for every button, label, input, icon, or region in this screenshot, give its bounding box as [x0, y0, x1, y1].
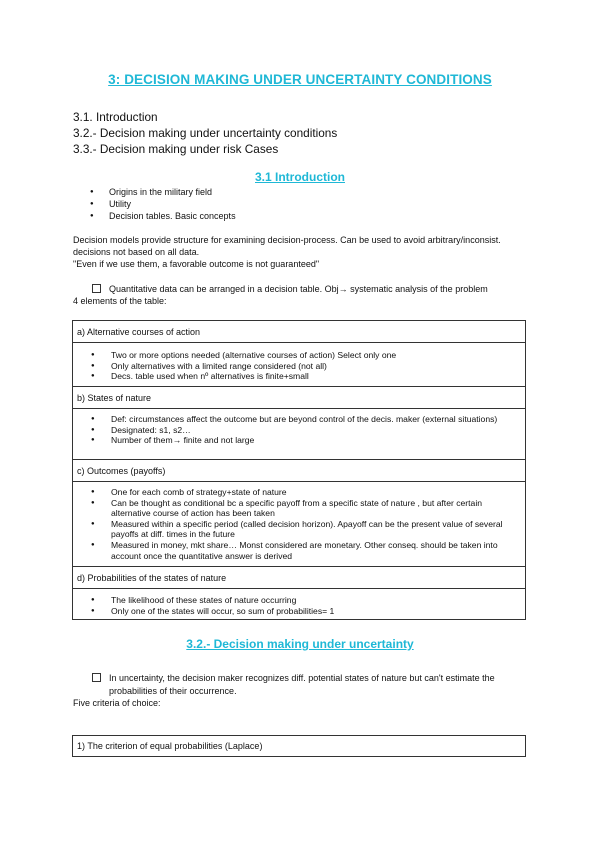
checkbox-note	[92, 283, 488, 295]
section-heading-introduction: 3.1 Introduction	[255, 170, 345, 184]
list-item: ● The likelihood of these states of nature occurring	[89, 595, 507, 606]
table-row	[73, 482, 525, 567]
intro-bullet-list	[90, 186, 236, 223]
table-row-header: c) Outcomes (payoffs)	[73, 460, 525, 482]
decision-table-elements	[72, 320, 526, 620]
list-item: ● Can be thought as conditional bc a specific payoff from a specific state of nature , but after certain alternative course of action has been taken	[89, 498, 507, 519]
checkbox-note-text: In uncertainty, the decision maker recognizes diff. potential states of nature but can't estimate the	[109, 673, 495, 683]
table-of-contents	[73, 109, 337, 157]
list-item: ● One for each comb of strategy+state of nature	[89, 487, 507, 498]
list-item: ● Two or more options needed (alternative courses of action) Select only one	[89, 350, 507, 361]
elements-label: 4 elements of the table:	[73, 296, 167, 306]
paragraph-line: "Even if we use them, a favorable outcome is not guaranteed"	[73, 259, 320, 270]
checkbox-note	[92, 672, 495, 684]
toc-item: 3.1. Introduction	[73, 110, 158, 124]
list-item: ● Def: circumstances affect the outcome but are beyond control of the decis. maker (external situations)	[89, 414, 507, 425]
paragraph-line: decisions not based on all data.	[73, 247, 200, 258]
intro-paragraph	[73, 234, 533, 271]
list-item: ● Measured within a specific period (called decision horizon). Apayoff can be the present value of several payoffs at diff. times in the future	[89, 519, 507, 540]
list-item: ● Number of them→ finite and not large	[89, 435, 507, 446]
table-row-header: b) States of nature	[73, 387, 525, 409]
list-item: ● Measured in money, mkt share… Monst considered are monetary. Other conseq. should be taken into account once the quantitative answer is derived	[89, 540, 507, 561]
list-item: ● Decision tables. Basic concepts	[90, 210, 236, 222]
table-row	[73, 409, 525, 460]
list-item: ● Origins in the military field	[90, 186, 236, 198]
list-item: ● Utility	[90, 198, 236, 210]
table-row	[73, 343, 525, 387]
checkbox-icon[interactable]	[92, 284, 101, 293]
list-item: ● Only one of the states will occur, so sum of probabilities= 1	[89, 606, 507, 617]
checkbox-note-text: Quantitative data can be arranged in a decision table. Obj→ systematic analysis of the problem	[109, 284, 488, 294]
table-row-header: d) Probabilities of the states of nature	[73, 567, 525, 589]
criterion-box: 1) The criterion of equal probabilities (Laplace)	[72, 735, 526, 757]
table-row-header: a) Alternative courses of action	[73, 321, 525, 343]
paragraph-line: Decision models provide structure for examining decision-process. Can be used to avoid arbitrary/inconsist.	[73, 235, 501, 245]
list-item: ● Designated: s1, s2…	[89, 425, 507, 436]
criteria-label: Five criteria of choice:	[73, 698, 161, 708]
toc-item: 3.2.- Decision making under uncertainty conditions	[73, 126, 338, 140]
section-heading-uncertainty: 3.2.- Decision making under uncertainty	[186, 637, 414, 651]
list-item: ● Decs. table used when nº alternatives is finite+small	[89, 371, 507, 382]
checkbox-icon[interactable]	[92, 673, 101, 682]
list-item: ● Only alternatives with a limited range considered (not all)	[89, 361, 507, 372]
checkbox-note-continued: probabilities of their occurrence.	[109, 686, 237, 696]
toc-item: 3.3.- Decision making under risk Cases	[73, 142, 279, 156]
table-row	[73, 589, 525, 619]
document-title: 3: DECISION MAKING UNDER UNCERTAINTY CONDITIONS	[108, 72, 492, 87]
